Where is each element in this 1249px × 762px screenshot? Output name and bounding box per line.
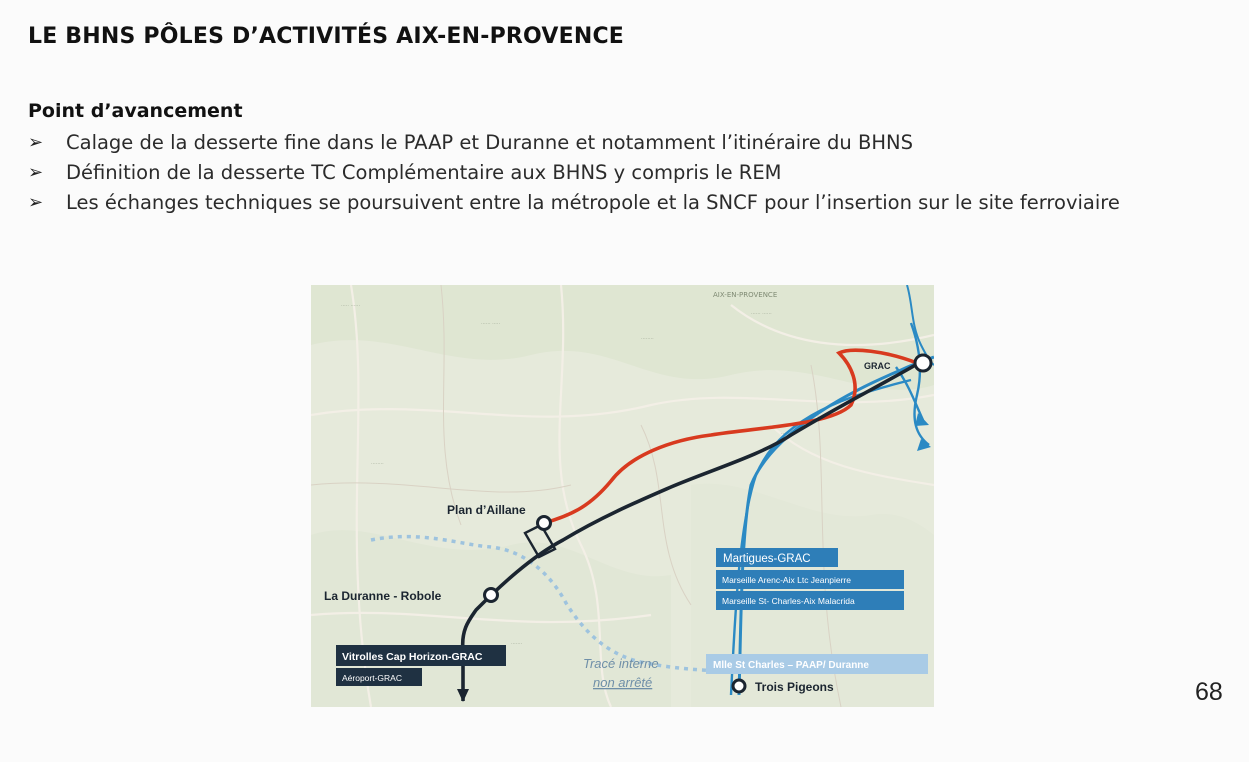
bullet-list bbox=[28, 128, 1228, 218]
note-line-2: non arrêté bbox=[593, 675, 653, 690]
note-line-1: Tracé interne bbox=[583, 656, 659, 671]
list-item bbox=[28, 128, 1228, 158]
list-item bbox=[28, 158, 1228, 188]
arrowhead-bullet-icon: ➢ bbox=[28, 162, 44, 183]
route-label-marseille-st-charles: Marseille St- Charles-Aix Malacrida bbox=[722, 596, 855, 606]
route-map bbox=[311, 285, 934, 707]
svg-text:········: ········ bbox=[371, 461, 384, 467]
bullet-text: Calage de la desserte fine dans le PAAP et Duranne et notamment l’itinéraire du BHNS bbox=[66, 131, 913, 154]
svg-text:······: ······ bbox=[781, 431, 791, 437]
station-marker bbox=[538, 517, 551, 530]
arrowhead-bullet-icon: ➢ bbox=[28, 132, 44, 153]
bullet-text: Les échanges techniques se poursuivent entre la métropole et la SNCF pour l’insertion sur le site ferroviaire bbox=[66, 191, 1120, 214]
route-label-mlle-st-charles: Mlle St Charles – PAAP/ Duranne bbox=[713, 660, 869, 671]
page-number: 68 bbox=[1195, 678, 1223, 706]
svg-text:·······: ······· bbox=[511, 641, 523, 647]
route-label-marseille-arenc: Marseille Arenc-Aix Ltc Jeanpierre bbox=[722, 575, 851, 585]
section-heading: Point d’avancement bbox=[28, 100, 243, 122]
svg-text:····· ······: ····· ······ bbox=[341, 303, 361, 309]
station-label-grac: GRAC bbox=[864, 361, 891, 371]
station-marker bbox=[915, 355, 931, 371]
station-label-plan-aillane: Plan d’Aillane bbox=[447, 503, 526, 517]
route-label-aeroport: Aéroport-GRAC bbox=[342, 673, 402, 683]
map-city-label: AIX-EN-PROVENCE bbox=[713, 291, 778, 299]
arrowhead-bullet-icon: ➢ bbox=[28, 192, 44, 213]
page-title: LE BHNS PÔLES D’ACTIVITÉS AIX-EN-PROVENCE bbox=[28, 24, 625, 49]
list-item bbox=[28, 188, 1228, 218]
bullet-text: Définition de la desserte TC Complémentaire aux BHNS y compris le REM bbox=[66, 161, 782, 184]
station-marker bbox=[733, 680, 745, 692]
svg-text:········: ········ bbox=[641, 336, 654, 342]
route-label-martigues: Martigues-GRAC bbox=[723, 553, 811, 565]
route-map-svg bbox=[311, 285, 934, 707]
svg-text:······ ······: ······ ······ bbox=[751, 311, 772, 317]
station-label-trois-pigeons: Trois Pigeons bbox=[755, 680, 834, 694]
route-label-vitrolles: Vitrolles Cap Horizon-GRAC bbox=[342, 651, 483, 663]
station-label-duranne-robole: La Duranne - Robole bbox=[324, 589, 442, 603]
station-marker bbox=[485, 589, 498, 602]
svg-text:······ ·····: ······ ····· bbox=[481, 321, 501, 327]
